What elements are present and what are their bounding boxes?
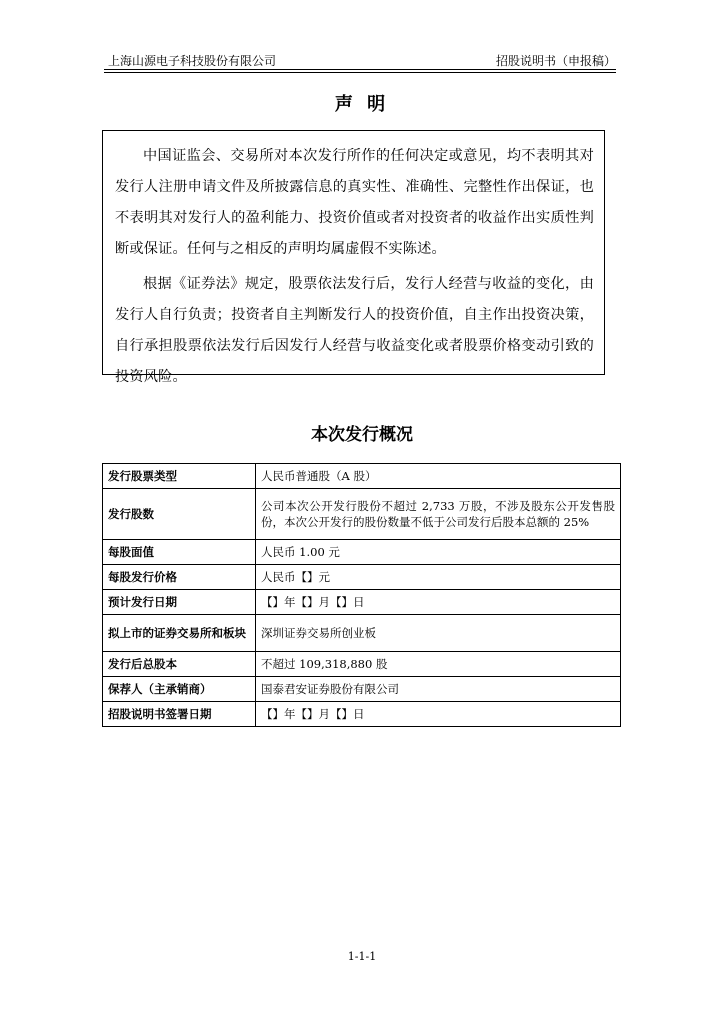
table-row — [103, 590, 621, 615]
page-number: 1-1-1 — [347, 950, 377, 963]
table-row — [103, 677, 621, 702]
row-label: 发行股票类型 — [103, 464, 256, 489]
table-row — [103, 540, 621, 565]
row-value: 【】年【】月【】日 — [256, 702, 621, 727]
table-row — [103, 565, 621, 590]
row-label: 拟上市的证券交易所和板块 — [103, 615, 256, 652]
statement-paragraph-1: 中国证监会、交易所对本次发行所作的任何决定或意见，均不表明其对发行人注册申请文件及所披露信息的真实性、准确性、完整性作出保证，也不表明其对发行人的盈利能力、投资价值或者对投资者的收益作出实质性判断或保证。任何与之相反的声明均属虚假不实陈述。 — [115, 148, 594, 257]
table-row — [103, 464, 621, 489]
row-value: 人民币 1.00 元 — [256, 540, 621, 565]
header-document-type: 招股说明书（申报稿） — [495, 54, 616, 68]
statement-title: 声 明 — [334, 94, 390, 115]
table-row — [103, 489, 621, 540]
header-company-name: 上海山源电子科技股份有限公司 — [108, 54, 277, 68]
row-value: 公司本次公开发行股份不超过 2,733 万股，不涉及股东公开发售股份，本次公开发行的股份数量不低于公司发行后股本总额的 25% — [256, 489, 621, 540]
statement-paragraph-2: 根据《证券法》规定，股票依法发行后，发行人经营与收益的变化，由发行人自行负责；投资者自主判断发行人的投资价值，自主作出投资决策，自行承担股票依法发行后因发行人经营与收益变化或者股票价格变动引致的投资风险。 — [115, 276, 594, 385]
header-rule — [104, 69, 616, 70]
statement-box — [102, 130, 605, 385]
row-value: 深圳证券交易所创业板 — [256, 615, 621, 652]
row-label: 发行股数 — [103, 489, 256, 540]
table-row — [103, 702, 621, 727]
row-label: 发行后总股本 — [103, 652, 256, 677]
header-rule-thin — [104, 72, 616, 73]
row-label: 预计发行日期 — [103, 590, 256, 615]
row-value: 【】年【】月【】日 — [256, 590, 621, 615]
overview-title: 本次发行概况 — [311, 425, 413, 445]
row-value: 不超过 109,318,880 股 — [256, 652, 621, 677]
table-row — [103, 652, 621, 677]
row-value: 人民币【】元 — [256, 565, 621, 590]
row-label: 每股发行价格 — [103, 565, 256, 590]
row-label: 招股说明书签署日期 — [103, 702, 256, 727]
overview-table — [102, 463, 621, 727]
row-label: 保荐人（主承销商） — [103, 677, 256, 702]
table-row — [103, 615, 621, 652]
row-value: 人民币普通股（A 股） — [256, 464, 621, 489]
row-value: 国泰君安证券股份有限公司 — [256, 677, 621, 702]
row-label: 每股面值 — [103, 540, 256, 565]
